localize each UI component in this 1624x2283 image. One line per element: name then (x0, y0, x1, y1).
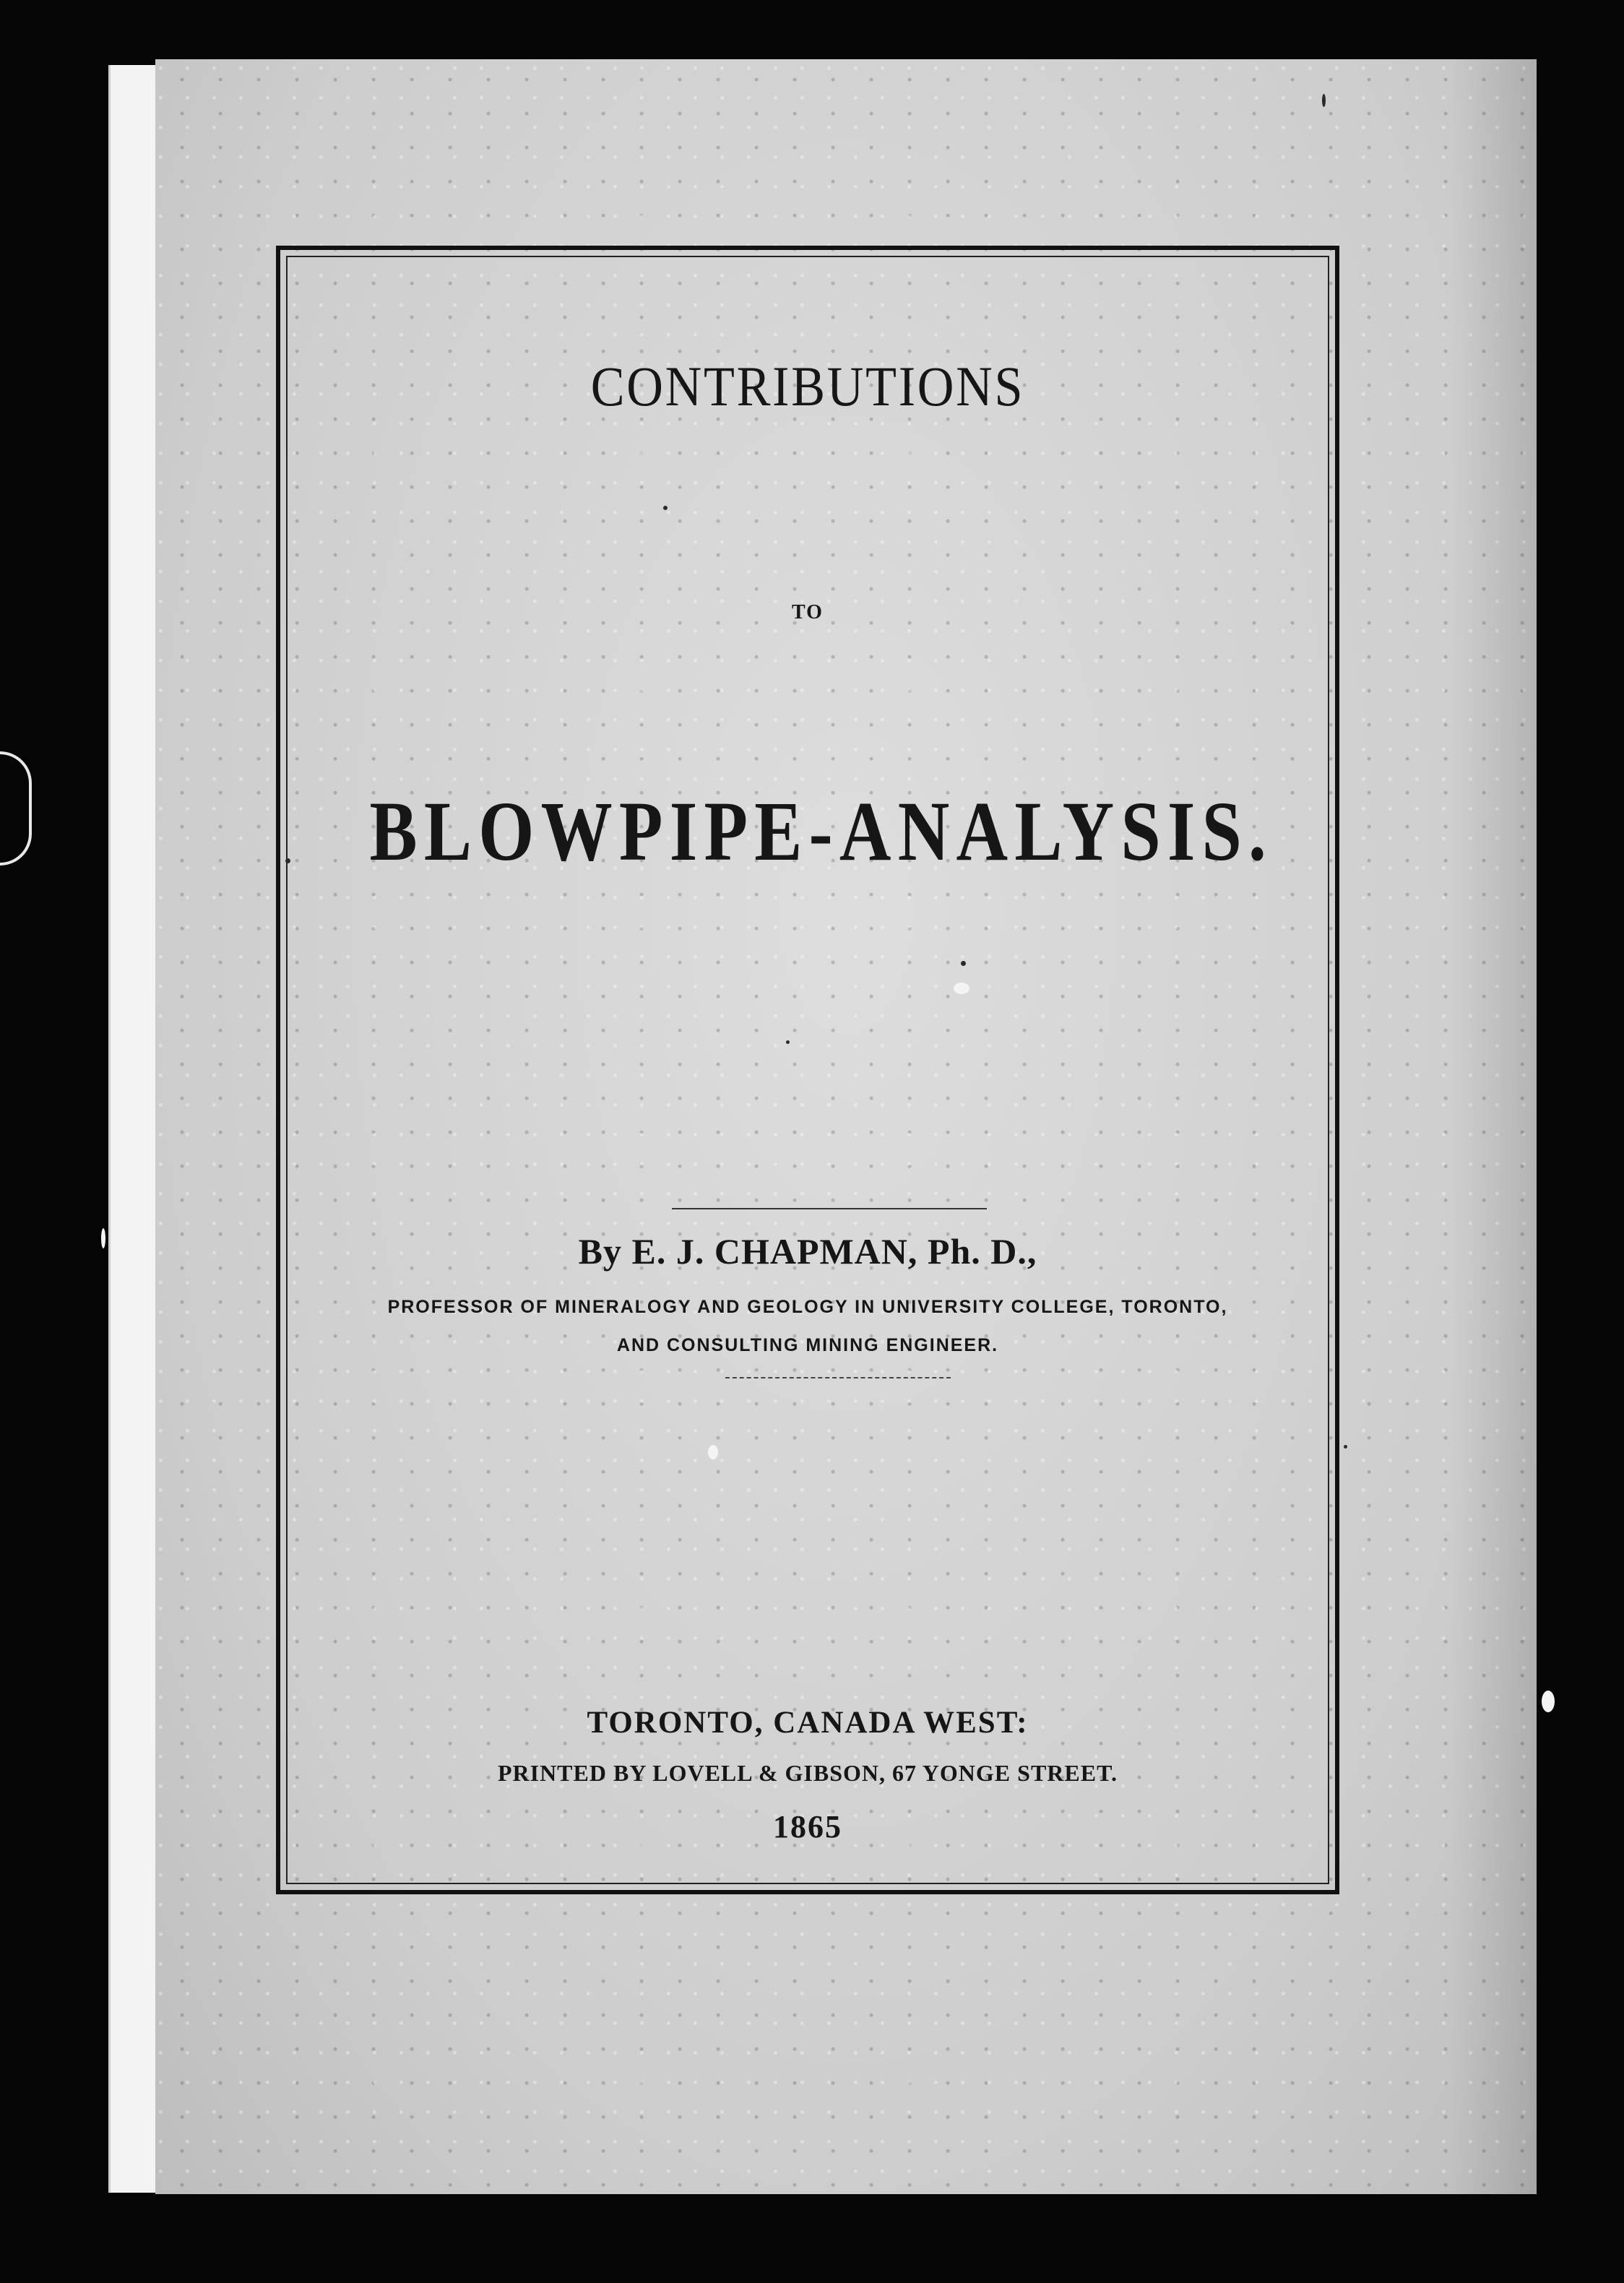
paper-speck (285, 858, 290, 863)
title-line-1: CONTRIBUTIONS (590, 355, 1025, 418)
publication-place: TORONTO, CANADA WEST: (587, 1706, 1029, 1740)
paper-speck (786, 1040, 790, 1044)
binding-strip (108, 65, 163, 2193)
cover-shade (1450, 59, 1537, 2194)
publication-year: 1865 (773, 1809, 842, 1844)
paper-speck (1542, 1691, 1555, 1712)
divider-rule-top (672, 1208, 987, 1209)
paper-speck (1322, 94, 1326, 107)
author-byline: By E. J. CHAPMAN, Ph. D., (578, 1231, 1037, 1272)
paper-speck (663, 506, 668, 510)
author-affiliation-line-2: AND CONSULTING MINING ENGINEER. (616, 1335, 999, 1355)
title-connector: TO (792, 601, 824, 623)
title-line-2: BLOWPIPE-ANALYSIS. (369, 784, 1274, 879)
paper-speck (101, 1228, 105, 1248)
paper-speck (708, 1445, 718, 1459)
divider-rule-bottom (725, 1377, 951, 1378)
author-affiliation-line-1: PROFESSOR OF MINERALOGY AND GEOLOGY IN UNIVERSITY COLLEGE, TORONTO, (387, 1297, 1228, 1317)
paper-speck (961, 961, 966, 966)
edge-mark (0, 751, 32, 866)
title-border-inner (286, 256, 1329, 1884)
printer-line: PRINTED BY LOVELL & GIBSON, 67 YONGE STREET. (497, 1760, 1118, 1786)
paper-speck (954, 983, 969, 994)
paper-speck (1344, 1445, 1347, 1449)
